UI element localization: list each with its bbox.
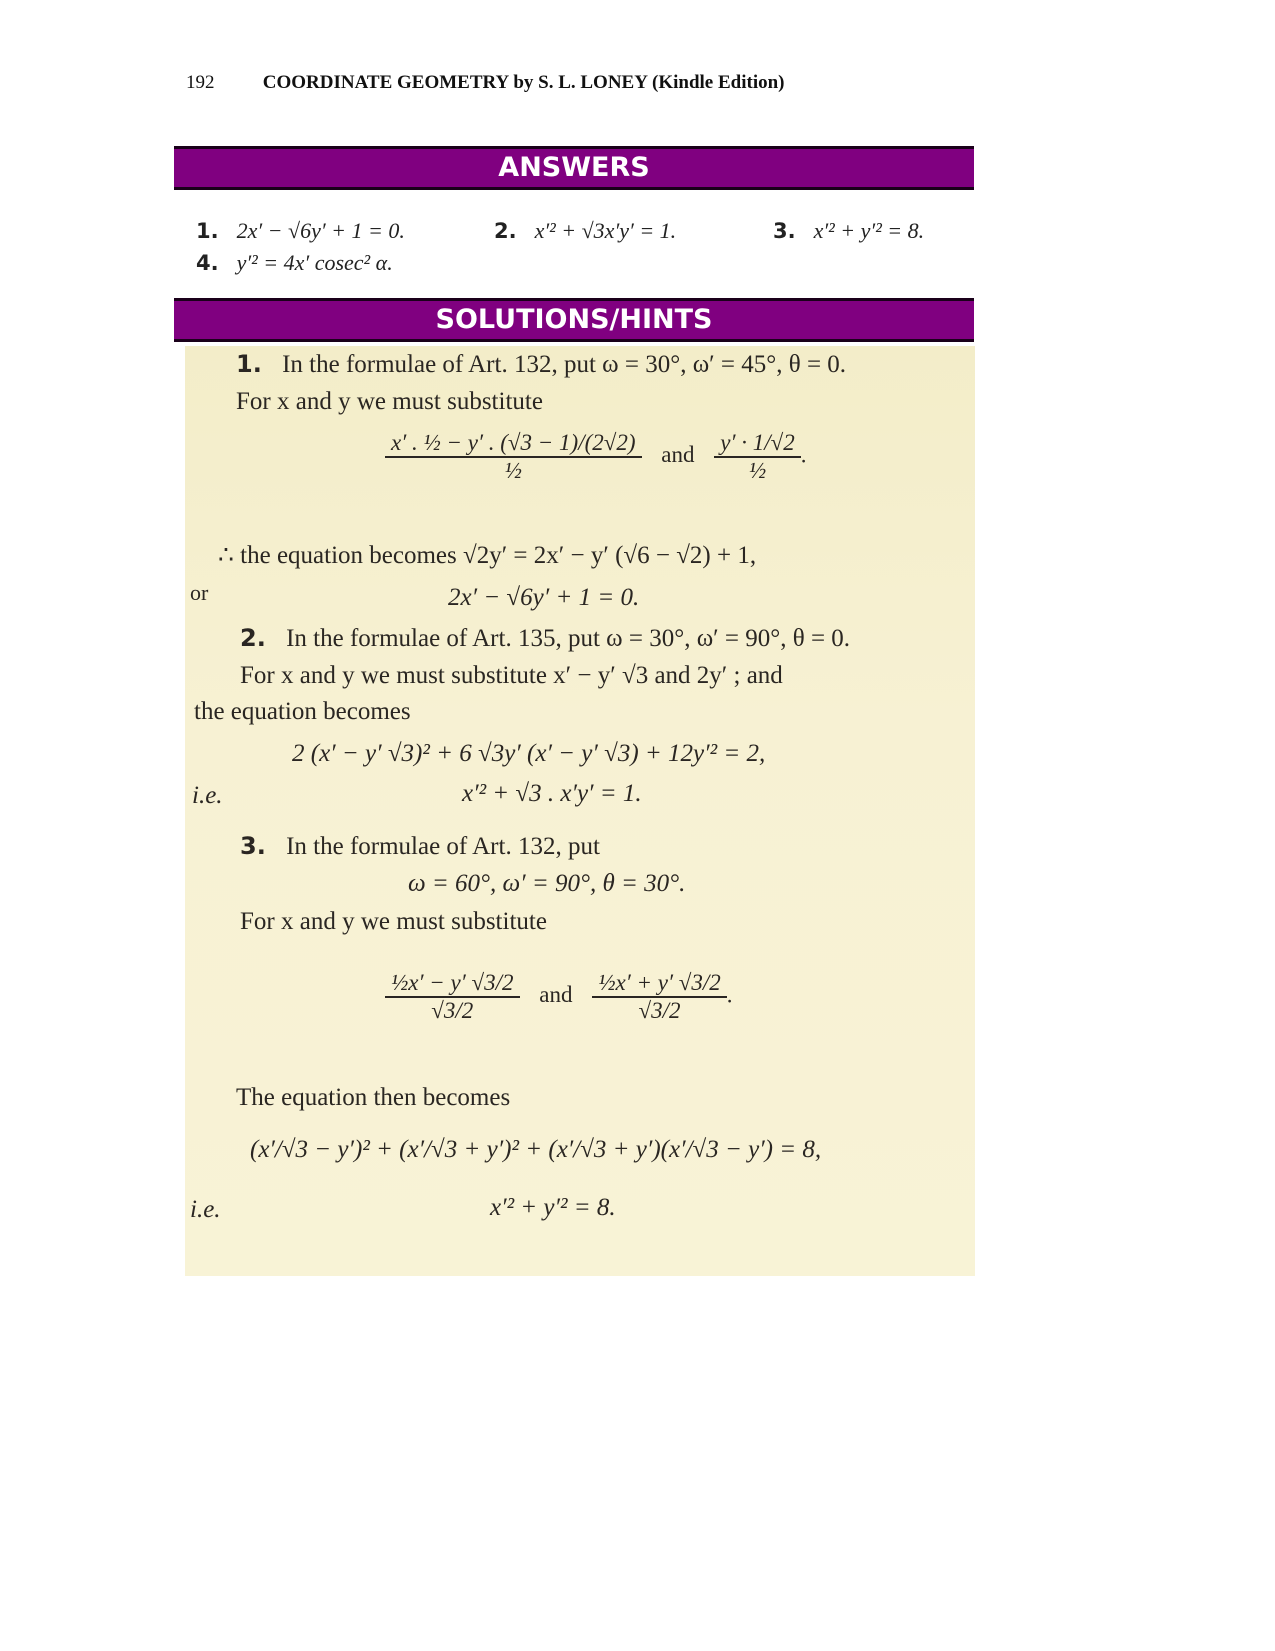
answer-text: y′² = 4x′ cosec² α. xyxy=(236,250,393,275)
answers-heading: ANSWERS xyxy=(174,146,974,190)
ie-label xyxy=(192,782,223,810)
solution-1-result: 2x′ − √6y′ + 1 = 0. xyxy=(448,584,640,611)
fraction-denominator: ½ xyxy=(504,458,522,483)
fraction xyxy=(385,970,520,1024)
solution-number: 1. xyxy=(236,350,262,378)
answer-item xyxy=(196,250,393,276)
fraction-denominator: √3/2 xyxy=(431,998,474,1023)
connector-text: and xyxy=(539,982,573,1008)
answer-item xyxy=(494,218,676,244)
answer-number: 2. xyxy=(494,219,517,243)
solution-1-line-3: ∴ the equation becomes √2y′ = 2x′ − y′ (√6 − √2) + 1, xyxy=(218,542,757,569)
solution-3-line-1 xyxy=(240,832,600,861)
solution-2-line-2: For x and y we must substitute x′ − y′ √3 and 2y′ ; and xyxy=(240,662,783,689)
answer-text: x′² + √3x′y′ = 1. xyxy=(534,218,677,243)
solution-2-line-3: the equation becomes xyxy=(194,698,411,725)
or-label: or xyxy=(190,580,209,605)
solution-text: In the formulae of Art. 132, put xyxy=(286,833,600,860)
answer-item xyxy=(196,218,405,244)
fraction xyxy=(385,430,642,484)
solution-3-line-4: The equation then becomes xyxy=(236,1084,511,1111)
solution-text: In the formulae of Art. 135, put ω = 30°, ω′ = 90°, θ = 0. xyxy=(286,625,851,652)
solution-number: 3. xyxy=(240,832,266,860)
fraction-numerator: ½x′ + y′ √3/2 xyxy=(592,970,727,998)
fraction-denominator: ½ xyxy=(748,458,767,483)
answer-text: x′² + y′² = 8. xyxy=(813,218,925,243)
ie-text: i.e. xyxy=(192,782,223,809)
solutions-heading: SOLUTIONS/HINTS xyxy=(174,298,974,342)
solution-1-fraction-row: $\frac{\text{x′ . ½ − y′ . (√3 − 1)/(2√2)}}{\text{½}}$ and $\frac{y' \cdot 1/√2}{\text{½}}$ . xyxy=(385,430,807,484)
fraction xyxy=(714,430,801,484)
solution-2-line-1 xyxy=(240,624,850,653)
solution-number: 2. xyxy=(240,624,266,652)
answer-text: 2x′ − √6y′ + 1 = 0. xyxy=(236,218,405,243)
answer-number: 4. xyxy=(196,251,219,275)
solution-1-line-2: For x and y we must substitute xyxy=(236,388,543,415)
solution-3-line-3: For x and y we must substitute xyxy=(240,908,547,935)
answer-item xyxy=(773,218,924,244)
ie-text: i.e. xyxy=(190,1196,221,1223)
solution-3-angles: ω = 60°, ω′ = 90°, θ = 30°. xyxy=(408,870,686,897)
solution-2-result: x′² + √3 . x′y′ = 1. xyxy=(462,780,642,807)
fraction-denominator: √3/2 xyxy=(638,998,681,1023)
solution-3-fraction-row: $\frac{\text{½x′ − y′ √3/2}}{√3/2}$ and $\frac{\text{½x′ + y′ √3/2}}{√3/2}$ . xyxy=(385,970,733,1024)
fraction xyxy=(592,970,727,1024)
answer-number: 1. xyxy=(196,219,219,243)
solution-2-equation: 2 (x′ − y′ √3)² + 6 √3y′ (x′ − y′ √3) + 12y′² = 2, xyxy=(292,740,766,767)
solution-3-result: x′² + y′² = 8. xyxy=(490,1194,616,1221)
ie-label xyxy=(190,1196,221,1224)
solution-text: In the formulae of Art. 132, put ω = 30°, ω′ = 45°, θ = 0. xyxy=(282,351,847,378)
fraction-numerator: y′ · 1/√2 xyxy=(714,430,801,458)
connector-text: and xyxy=(661,442,695,468)
page-number: 192 xyxy=(186,72,215,93)
book-title: COORDINATE GEOMETRY by S. L. LONEY (Kindle Edition) xyxy=(262,72,785,93)
solution-3-equation: (x′/√3 − y′)² + (x′/√3 + y′)² + (x′/√3 + y′)(x′/√3 − y′) = 8, xyxy=(250,1136,822,1163)
fraction-numerator: ½x′ − y′ √3/2 xyxy=(385,970,520,998)
page-header xyxy=(186,72,785,94)
fraction-numerator: x′ . ½ − y′ . (√3 − 1)/(2√2) xyxy=(385,430,642,458)
solution-1-line-1 xyxy=(236,350,846,379)
answer-number: 3. xyxy=(773,219,796,243)
